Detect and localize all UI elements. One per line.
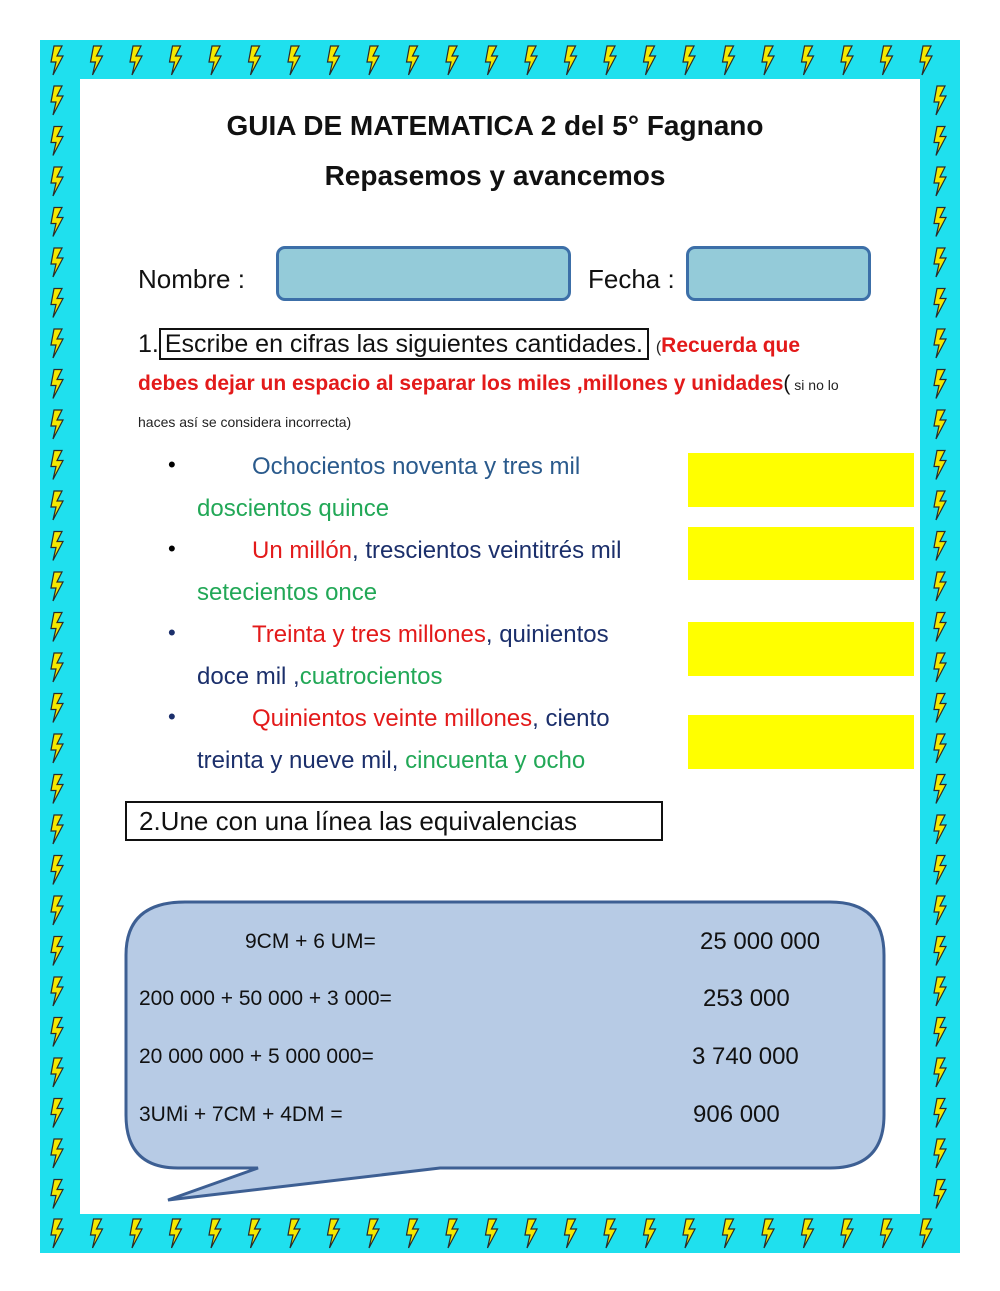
item-4-part-navy: , ciento [532,705,610,732]
name-label: Nombre : [138,264,245,294]
item-2-line2: setecientos once [197,579,378,606]
equation-right-3[interactable]: 3 740 000 [692,1043,799,1070]
equation-right-1[interactable]: 25 000 000 [700,928,821,955]
item-3-part-red: Treinta y tres millones [252,621,486,648]
question-1-instruction: Escribe en cifras las siguientes cantidades. [159,328,649,360]
item-1-line2: doscientos quince [197,495,390,522]
equation-left-2[interactable]: 200 000 + 50 000 + 3 000= [139,987,392,1010]
item-3-line2-navy: doce mil , [197,663,300,690]
equation-left-4[interactable]: 3UMi + 7CM + 4DM = [139,1103,343,1126]
question-1-note: si no lo haces así se considera incorrecta) [138,376,839,430]
bullet-3: • [168,620,176,645]
item-4-part-red: Quinientos veinte millones [252,705,533,732]
item-3-line2-green: cuatrocientos [299,663,443,690]
question-1-number: 1. [138,330,159,358]
bullet-1: • [168,452,176,477]
item-1-line1: Ochocientos noventa y tres mil [252,453,581,480]
equation-right-2[interactable]: 253 000 [703,985,790,1012]
date-label: Fecha : [588,264,675,294]
item-2-part-navy: , trescientos veintitrés mil [352,537,622,564]
item-3-part-navy: , quinientos [485,621,609,648]
page-title: GUIA DE MATEMATICA 2 del 5° Fagnano [226,110,764,141]
item-4-line2-comma: , [391,747,406,774]
equation-left-1[interactable]: 9CM + 6 UM= [245,930,376,953]
reminder-open-paren: ( [655,339,662,356]
bullet-2: • [168,536,176,561]
question-1-reminder: Recuerda que debes dejar un espacio al separar los miles ,millones y unidades [138,334,801,395]
page-subtitle: Repasemos y avancemos [324,160,666,191]
note-open-paren: ( [783,371,791,395]
item-4-line2-green: cincuenta y ocho [405,747,586,774]
item-2-part-red: Un millón [252,537,353,564]
bullet-4: • [168,704,176,729]
question-2-instruction: 2.Une con una línea las equivalencias [125,801,663,841]
item-4-line2-navy: treinta y nueve mil [197,747,392,774]
equation-right-4[interactable]: 906 000 [693,1101,780,1128]
equation-left-3[interactable]: 20 000 000 + 5 000 000= [139,1045,374,1068]
